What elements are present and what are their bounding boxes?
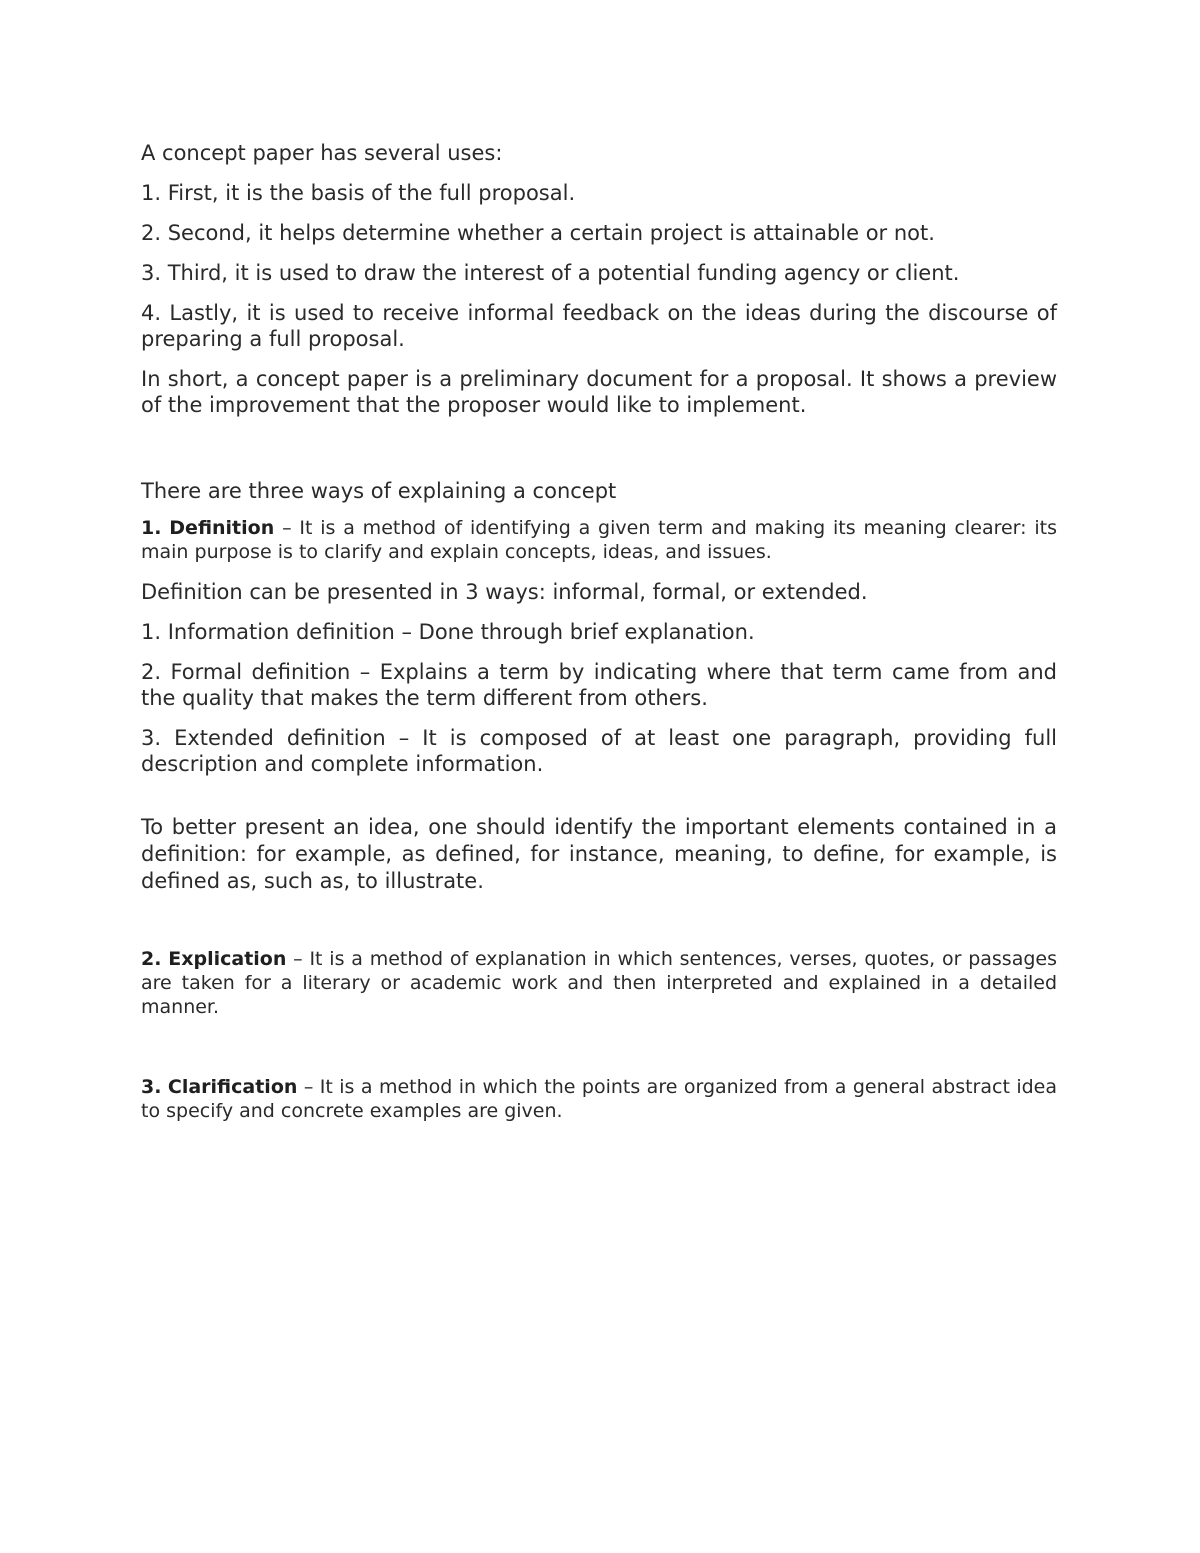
use-item-1: 1. First, it is the basis of the full proposal. <box>141 181 576 205</box>
clarification-paragraph <box>141 1075 1057 1123</box>
definition-term: Definition <box>169 517 275 539</box>
clarification-number: 3. <box>141 1076 162 1098</box>
clarification-term: Clarification <box>167 1076 298 1098</box>
uses-intro: A concept paper has several uses: <box>141 141 503 165</box>
explication-term: Explication <box>168 948 287 970</box>
ways-intro: There are three ways of explaining a concept <box>141 479 617 503</box>
explication-paragraph <box>141 947 1057 1019</box>
uses-summary: In short, a concept paper is a preliminary document for a proposal. It shows a preview of the improvement that the proposer would like to implement. <box>141 367 1057 417</box>
clarification-text: – It is a method in which the points are organized from a general abstract idea to specify and concrete examples are given. <box>141 1076 1057 1122</box>
use-item-2: 2. Second, it helps determine whether a certain project is attainable or not. <box>141 221 935 245</box>
definition-form-2: 2. Formal definition – Explains a term by indicating where that term came from and the quality that makes the term different from others. <box>141 660 1057 710</box>
definition-forms-intro: Definition can be presented in 3 ways: informal, formal, or extended. <box>141 580 868 604</box>
definition-paragraph <box>141 516 1057 564</box>
definition-number: 1. <box>141 517 162 539</box>
use-item-3: 3. Third, it is used to draw the interest of a potential funding agency or client. <box>141 261 960 285</box>
document-page <box>141 140 1057 1138</box>
definition-form-3: 3. Extended definition – It is composed of at least one paragraph, providing full description and complete information. <box>141 726 1057 776</box>
explication-text: – It is a method of explanation in which sentences, verses, quotes, or passages are taken for a literary or academic work and then interpreted and explained in a detailed manner. <box>141 948 1057 1018</box>
definition-form-1: 1. Information definition – Done through brief explanation. <box>141 620 755 644</box>
better-present-paragraph: To better present an idea, one should identify the important elements contained in a definition: for example, as defined, for instance, meaning, to define, for example, is defined as, such as, to illustrate. <box>141 815 1057 893</box>
use-item-4: 4. Lastly, it is used to receive informal feedback on the ideas during the discourse of preparing a full proposal. <box>141 301 1057 351</box>
definition-text: – It is a method of identifying a given term and making its meaning clearer: its main purpose is to clarify and explain concepts, ideas, and issues. <box>141 517 1057 563</box>
explication-number: 2. <box>141 948 162 970</box>
